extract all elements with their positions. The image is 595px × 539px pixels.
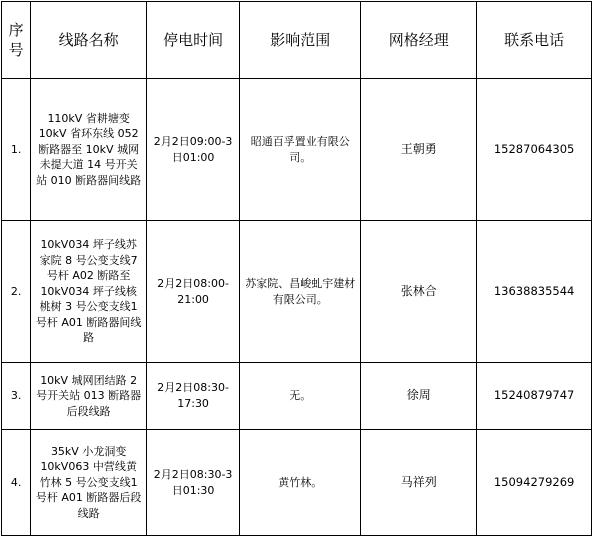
row-manager: 王朝勇 — [361, 79, 477, 221]
line-name-text: 10kV 城网团结路 2号开关站 013 断路器后段线路 — [36, 373, 142, 418]
line-name-text: 10kV034 坪子线苏家院 8 号公变支线7 号杆 A02 断路至10kV034 坪子线核桃树 3 号公变支线1 号杆 A01 断路器间线路 — [35, 237, 142, 345]
table-row — [2, 363, 592, 430]
table-row — [2, 221, 592, 363]
header-line-name: 线路名称 — [31, 2, 147, 79]
line-name-text: 35kV 小龙洞变10kV063 中营线黄竹林 5 号公变支线1 号杆 A01 断路器后段线路 — [35, 444, 142, 520]
table-row — [2, 79, 592, 221]
header-row — [2, 2, 592, 79]
row-manager: 马祥列 — [361, 430, 477, 536]
row-scope: 苏家院、昌峻虬宇建材有限公司。 — [240, 221, 361, 363]
header-scope: 影响范围 — [240, 2, 361, 79]
row-phone: 15240879747 — [477, 363, 592, 430]
row-phone: 15287064305 — [477, 79, 592, 221]
row-outage-time: 2月2日08:30-17:30 — [147, 363, 240, 430]
row-scope: 无。 — [240, 363, 361, 430]
row-index: 4. — [2, 430, 31, 536]
line-name-text: 110kV 省耕塘变10kV 省环东线 052断路器至 10kV 城网未提大道 14 号开关站 010 断路器间线路 — [36, 111, 142, 187]
row-line-name — [31, 430, 147, 536]
row-index: 1. — [2, 79, 31, 221]
header-outage-time: 停电时间 — [147, 2, 240, 79]
header-index: 序号 — [2, 2, 31, 79]
row-line-name — [31, 221, 147, 363]
header-manager: 网格经理 — [361, 2, 477, 79]
row-scope: 黄竹林。 — [240, 430, 361, 536]
row-outage-time: 2月2日08:00-21:00 — [147, 221, 240, 363]
row-manager: 徐周 — [361, 363, 477, 430]
row-line-name — [31, 79, 147, 221]
row-outage-time: 2月2日08:30-3日01:30 — [147, 430, 240, 536]
row-index: 3. — [2, 363, 31, 430]
row-phone: 15094279269 — [477, 430, 592, 536]
header-phone: 联系电话 — [477, 2, 592, 79]
row-line-name — [31, 363, 147, 430]
row-scope: 昭通百孚置业有限公司。 — [240, 79, 361, 221]
table-row — [2, 430, 592, 536]
row-outage-time: 2月2日09:00-3日01:00 — [147, 79, 240, 221]
row-manager: 张林合 — [361, 221, 477, 363]
outage-table — [1, 1, 592, 536]
row-phone: 13638835544 — [477, 221, 592, 363]
row-index: 2. — [2, 221, 31, 363]
